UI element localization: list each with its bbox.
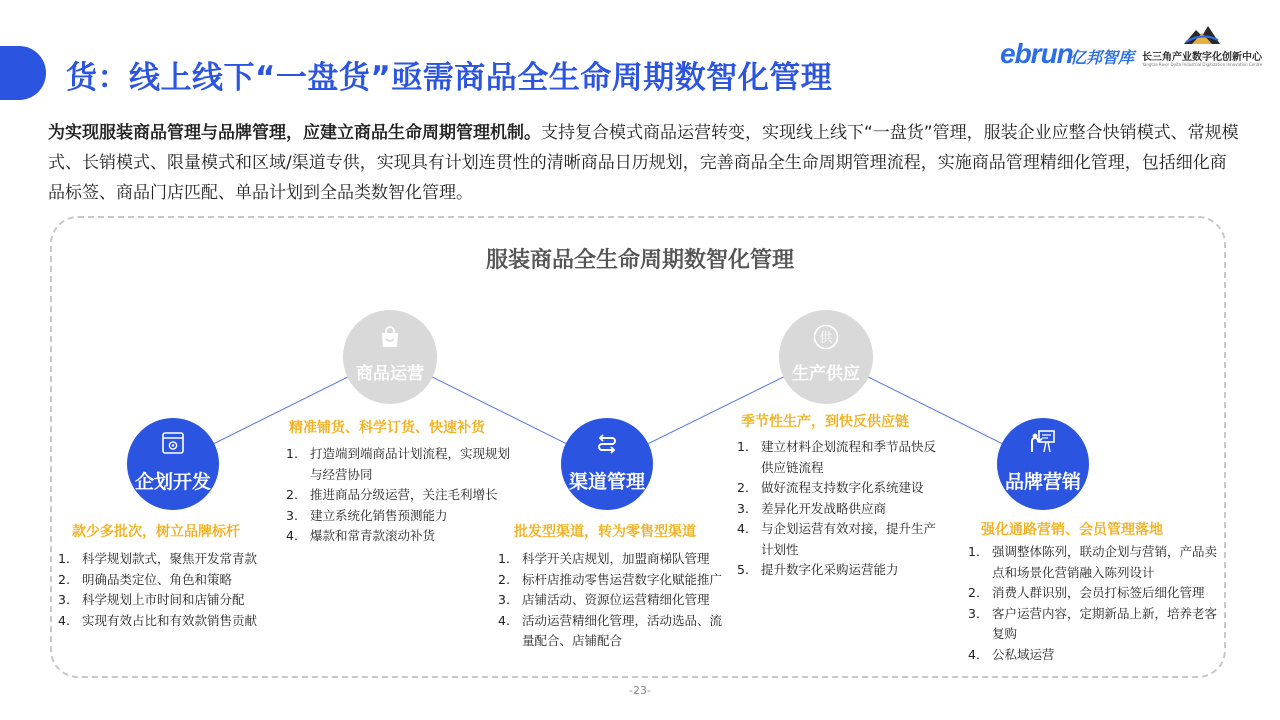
list-item: 4. 公私域运营 xyxy=(968,646,1055,662)
shopping-bag-icon xyxy=(377,324,403,350)
list-item: 2. 消费人群识别，会员打标签后细化管理 xyxy=(968,585,1205,600)
list-item: 4. 爆款和常青款滚动补货 xyxy=(286,528,436,543)
list-item: 3. 客户运营内容，定期新品上新，培养老客复购 xyxy=(968,605,1218,641)
stage-label: 渠道管理 xyxy=(568,471,645,493)
stage-subtitle: 强化通路营销、会员管理落地 xyxy=(981,522,1163,538)
stage-label: 商品运营 xyxy=(356,364,424,384)
diagram-title: 服装商品全生命周期数智化管理 xyxy=(485,248,794,273)
list-item: 2. 做好流程支持数字化系统建设 xyxy=(737,480,924,495)
list-item: 1. 科学开关店规划，加盟商梯队管理 xyxy=(498,551,710,566)
logo-center-cn: 长三角产业数字化创新中心 xyxy=(1142,52,1262,63)
stage-node-channel xyxy=(561,418,653,510)
list-item: 2. 推进商品分级运营，关注毛利增长 xyxy=(286,487,498,502)
stage-subtitle: 批发型渠道，转为零售型渠道 xyxy=(514,524,696,540)
intro-bold-text: 为实现服装商品管理与品牌管理，应建立商品生命周期管理机制。 xyxy=(48,123,541,143)
stage-label: 品牌营销 xyxy=(1004,471,1081,493)
page-number: -23- xyxy=(629,684,651,697)
intro-body-text: 支持复合模式商品运营转变，实现线上线下“一盘货”管理，服装企业应整合快销模式、常规模式、长销模式、限量模式和区域/渠道专供，实现具有计划连贯性的清晰商品日历规划，完善商品全生命周期管理流程，实施商品管理精细化管理，包括细化商品标签、商品门店匹配、单品计划到全品类数智化管理。 xyxy=(48,123,1239,203)
planning-icon xyxy=(160,430,186,456)
page-title: 货：线上线下“一盘货”亟需商品全生命周期数智化管理 xyxy=(66,60,833,96)
list-item: 4. 活动运营精细化管理，活动选品、流量配合、店铺配合 xyxy=(498,612,723,648)
list-item: 3. 差异化开发战略供应商 xyxy=(737,500,887,516)
stage-subtitle: 款少多批次，树立品牌标杆 xyxy=(72,524,240,540)
list-item: 5. 提升数字化采购运营能力 xyxy=(737,562,899,577)
list-item: 4. 实现有效占比和有效款销售贡献 xyxy=(58,612,258,628)
list-item: 3. 科学规划上市时间和店铺分配 xyxy=(58,592,245,607)
logo-center-en: Yangtze River Delta Industrial Digitization Innovation Centre xyxy=(1142,62,1263,67)
list-item: 3. 店铺活动、资源位运营精细化管理 xyxy=(498,592,710,607)
list-item: 2. 明确品类定位、角色和策略 xyxy=(58,571,233,587)
stage-subtitle: 精准铺货、科学订货、快速补货 xyxy=(289,420,485,436)
stage-node-marketing xyxy=(997,418,1089,510)
stage-list-supply xyxy=(737,437,942,581)
stage-node-planning xyxy=(127,418,219,510)
list-item: 1. 强调整体陈列，联动企划与营销，产品卖点和场景化营销融入陈列设计 xyxy=(968,544,1218,580)
svg-text:供: 供 xyxy=(819,331,833,346)
stage-subtitle: 季节性生产，到快反供应链 xyxy=(741,414,909,430)
stage-label: 企划开发 xyxy=(134,471,211,493)
stage-node-operation xyxy=(343,310,437,404)
stage-list-marketing xyxy=(968,542,1218,665)
stage-label: 生产供应 xyxy=(792,364,860,384)
list-item: 1. 打造端到端商品计划流程，实现规划与经营协同 xyxy=(286,446,511,482)
channel-icon xyxy=(594,430,620,456)
stage-list-operation xyxy=(286,444,514,547)
supply-icon xyxy=(813,324,839,350)
stage-list-planning xyxy=(58,549,288,631)
logo-ebrun-text: ebrun xyxy=(1000,38,1073,69)
logo-cn-text: 亿邦智库 xyxy=(1070,48,1135,67)
list-item: 1. 建立材料企划流程和季节品快反供应链流程 xyxy=(737,439,937,475)
list-item: 4. 与企划运营有效对接，提升生产计划性 xyxy=(737,521,937,557)
stage-node-supply xyxy=(779,310,873,404)
list-item: 2. 标杆店推动零售运营数字化赋能推广 xyxy=(498,571,723,587)
stage-list-channel xyxy=(498,549,728,652)
list-item: 1. 科学规划款式，聚焦开发常青款 xyxy=(58,551,258,566)
presentation-icon xyxy=(1030,428,1056,454)
list-item: 3. 建立系统化销售预测能力 xyxy=(286,507,448,523)
